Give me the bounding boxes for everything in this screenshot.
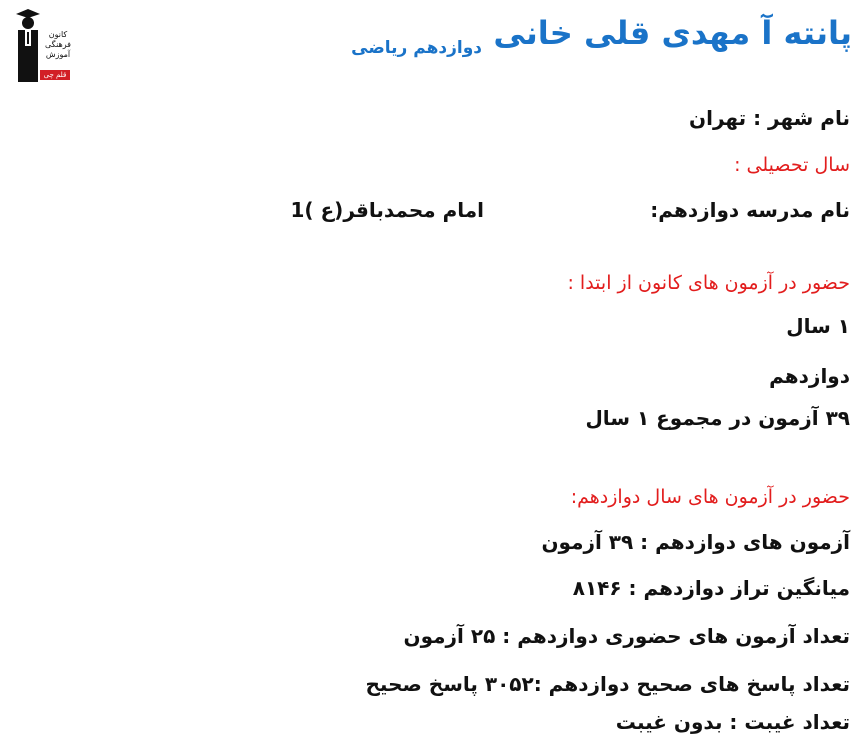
school-value: امام محمدباقر(ع )1 xyxy=(290,198,484,222)
grade12-in-person: تعداد آزمون های حضوری دوازدهم : ۲۵ آزمون xyxy=(403,624,850,648)
city-line: نام شهر : تهران xyxy=(689,106,850,130)
participation-heading: حضور در آزمون های کانون از ابتدا : xyxy=(567,272,850,294)
grade12-average: میانگین تراز دوازدهم : ۸۱۴۶ xyxy=(572,576,850,600)
grade12-absences: تعداد غیبت : بدون غیبت xyxy=(615,710,850,734)
school-label: نام مدرسه دوازدهم: xyxy=(650,198,850,222)
kanoon-logo xyxy=(12,8,74,86)
participation-grade: دوازدهم xyxy=(769,364,850,388)
participation-years: ۱ سال xyxy=(786,314,850,338)
grade-subtitle: دوازدهم ریاضی xyxy=(351,38,482,58)
participation-total: ۳۹ آزمون در مجموع ۱ سال xyxy=(585,406,850,430)
logo-line: کانون xyxy=(48,30,68,39)
grade12-exams: آزمون های دوازدهم : ۳۹ آزمون xyxy=(541,530,850,554)
grade12-correct-answers: تعداد پاسخ های صحیح دوازدهم :۳۰۵۲ پاسخ صحیح xyxy=(365,672,850,696)
graduate-figure-icon xyxy=(12,8,42,84)
grade12-heading: حضور در آزمون های سال دوازدهم: xyxy=(570,486,850,508)
logo-line: فرهنگی xyxy=(45,40,71,49)
logo-text xyxy=(40,30,76,60)
student-name-title: پانته آ مهدی قلی خانی xyxy=(493,14,852,52)
academic-year-label: سال تحصیلی : xyxy=(734,154,850,176)
logo-badge: قلم چی xyxy=(40,70,70,80)
logo-line: آموزش xyxy=(45,50,71,59)
